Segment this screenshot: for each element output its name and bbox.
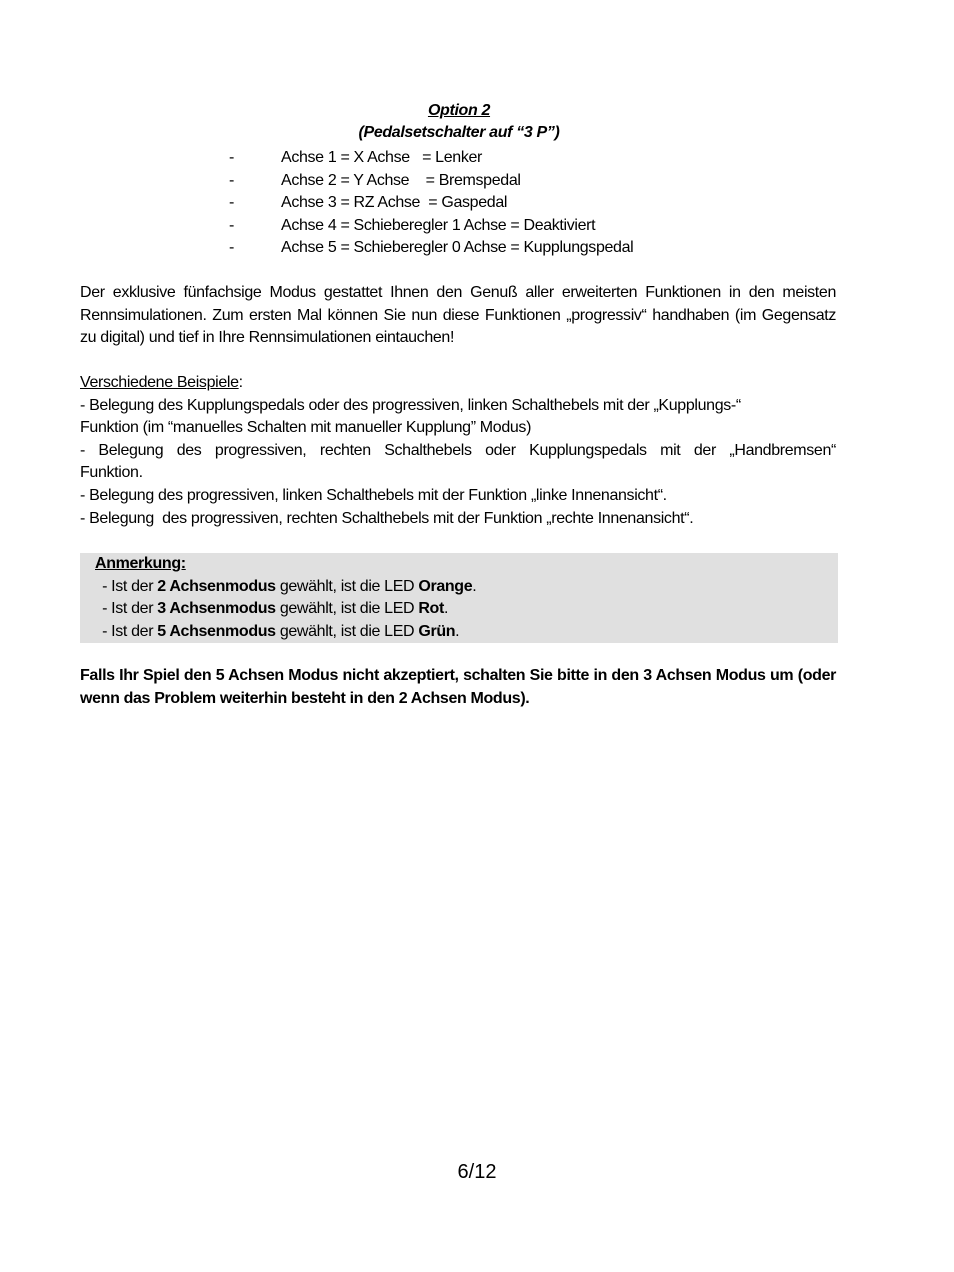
- note-middle: gewählt, ist die LED: [275, 622, 419, 640]
- note-mode: 2 Achsenmodus: [157, 577, 276, 595]
- page-number: 6/12: [457, 1161, 497, 1183]
- axis-assignment-text: Achse 1 = X Achse = Lenker: [281, 149, 482, 166]
- example-line: - Belegung des progressiven, linken Schalthebels mit der Funktion „linke Innenansicht“.: [80, 486, 667, 504]
- list-item: [229, 192, 508, 215]
- note-led-color: Grün: [418, 622, 456, 640]
- note-prefix: - Ist der: [98, 577, 158, 595]
- example-line: - Belegung des progressiven, rechten Schalthebels mit der Funktion „rechte Innenansicht“.: [80, 509, 694, 527]
- examples-heading-text: Verschiedene Beispiele: [80, 374, 239, 391]
- closing-paragraph: Falls Ihr Spiel den 5 Achsen Modus nicht akzeptiert, schalten Sie bitte in den 3 Achsen Modus um (oder wenn das Problem weiterhin besteht in den 2 Achsen Modus).: [80, 667, 836, 707]
- example-line: - Belegung des progressiven, rechten Schalthebels oder Kupplungspedals mit der „Handbremsen“: [80, 441, 836, 459]
- note-led-color: Orange: [418, 577, 473, 595]
- examples-heading-colon: :: [238, 374, 243, 391]
- note-mode: 3 Achsenmodus: [157, 600, 276, 618]
- list-item: [229, 147, 482, 170]
- list-item: [229, 170, 521, 193]
- example-line: Funktion.: [80, 464, 143, 482]
- option-title: Option 2: [427, 102, 491, 119]
- option-heading: [0, 100, 918, 144]
- list-item: [229, 215, 596, 238]
- note-suffix: .: [443, 600, 449, 618]
- axis-assignment-text: Achse 3 = RZ Achse = Gaspedal: [281, 194, 508, 212]
- list-dash: -: [229, 194, 234, 212]
- list-dash: -: [229, 171, 234, 189]
- examples-heading: [80, 372, 836, 395]
- note-middle: gewählt, ist die LED: [275, 600, 419, 618]
- axis-assignment-text: Achse 5 = Schieberegler 0 Achse = Kupplungspedal: [281, 239, 634, 257]
- list-dash: -: [229, 216, 234, 234]
- option-subtitle: (Pedalsetschalter auf “3 P”): [358, 124, 560, 141]
- note-item: [98, 576, 476, 599]
- intro-paragraph: Der exklusive fünfachsige Modus gestattet Ihnen den Genuß aller erweiterten Funktionen in den meisten Rennsimulationen. Zum ersten Mal können Sie nun diese Funktionen „progressiv“ handhaben (im Gegensatz zu digital) und tief in Ihre Rennsimulationen eintauchen!: [80, 284, 836, 347]
- note-suffix: .: [472, 577, 477, 595]
- note-suffix: .: [455, 622, 460, 640]
- list-item: [229, 237, 634, 260]
- example-line: - Belegung des Kupplungspedals oder des progressiven, linken Schalthebels mit der „Kupplungs-“: [80, 396, 741, 414]
- note-led-color: Rot: [418, 600, 444, 618]
- note-prefix: - Ist der: [98, 622, 158, 640]
- note-item: [98, 598, 476, 621]
- examples-section: [80, 372, 836, 530]
- note-heading: Anmerkung:: [95, 555, 186, 572]
- note-middle: gewählt, ist die LED: [275, 577, 419, 595]
- axis-assignment-text: Achse 2 = Y Achse = Bremspedal: [281, 171, 521, 189]
- note-prefix: - Ist der: [98, 600, 158, 618]
- list-dash: -: [229, 149, 234, 166]
- axis-assignment-list: [229, 147, 634, 260]
- example-line: Funktion (im “manuelles Schalten mit manueller Kupplung” Modus): [80, 419, 532, 437]
- axis-assignment-text: Achse 4 = Schieberegler 1 Achse = Deaktiviert: [281, 216, 596, 234]
- note-box: [80, 553, 838, 643]
- list-dash: -: [229, 239, 234, 257]
- note-mode: 5 Achsenmodus: [157, 622, 276, 640]
- note-list: [98, 576, 476, 644]
- note-item: [98, 621, 476, 644]
